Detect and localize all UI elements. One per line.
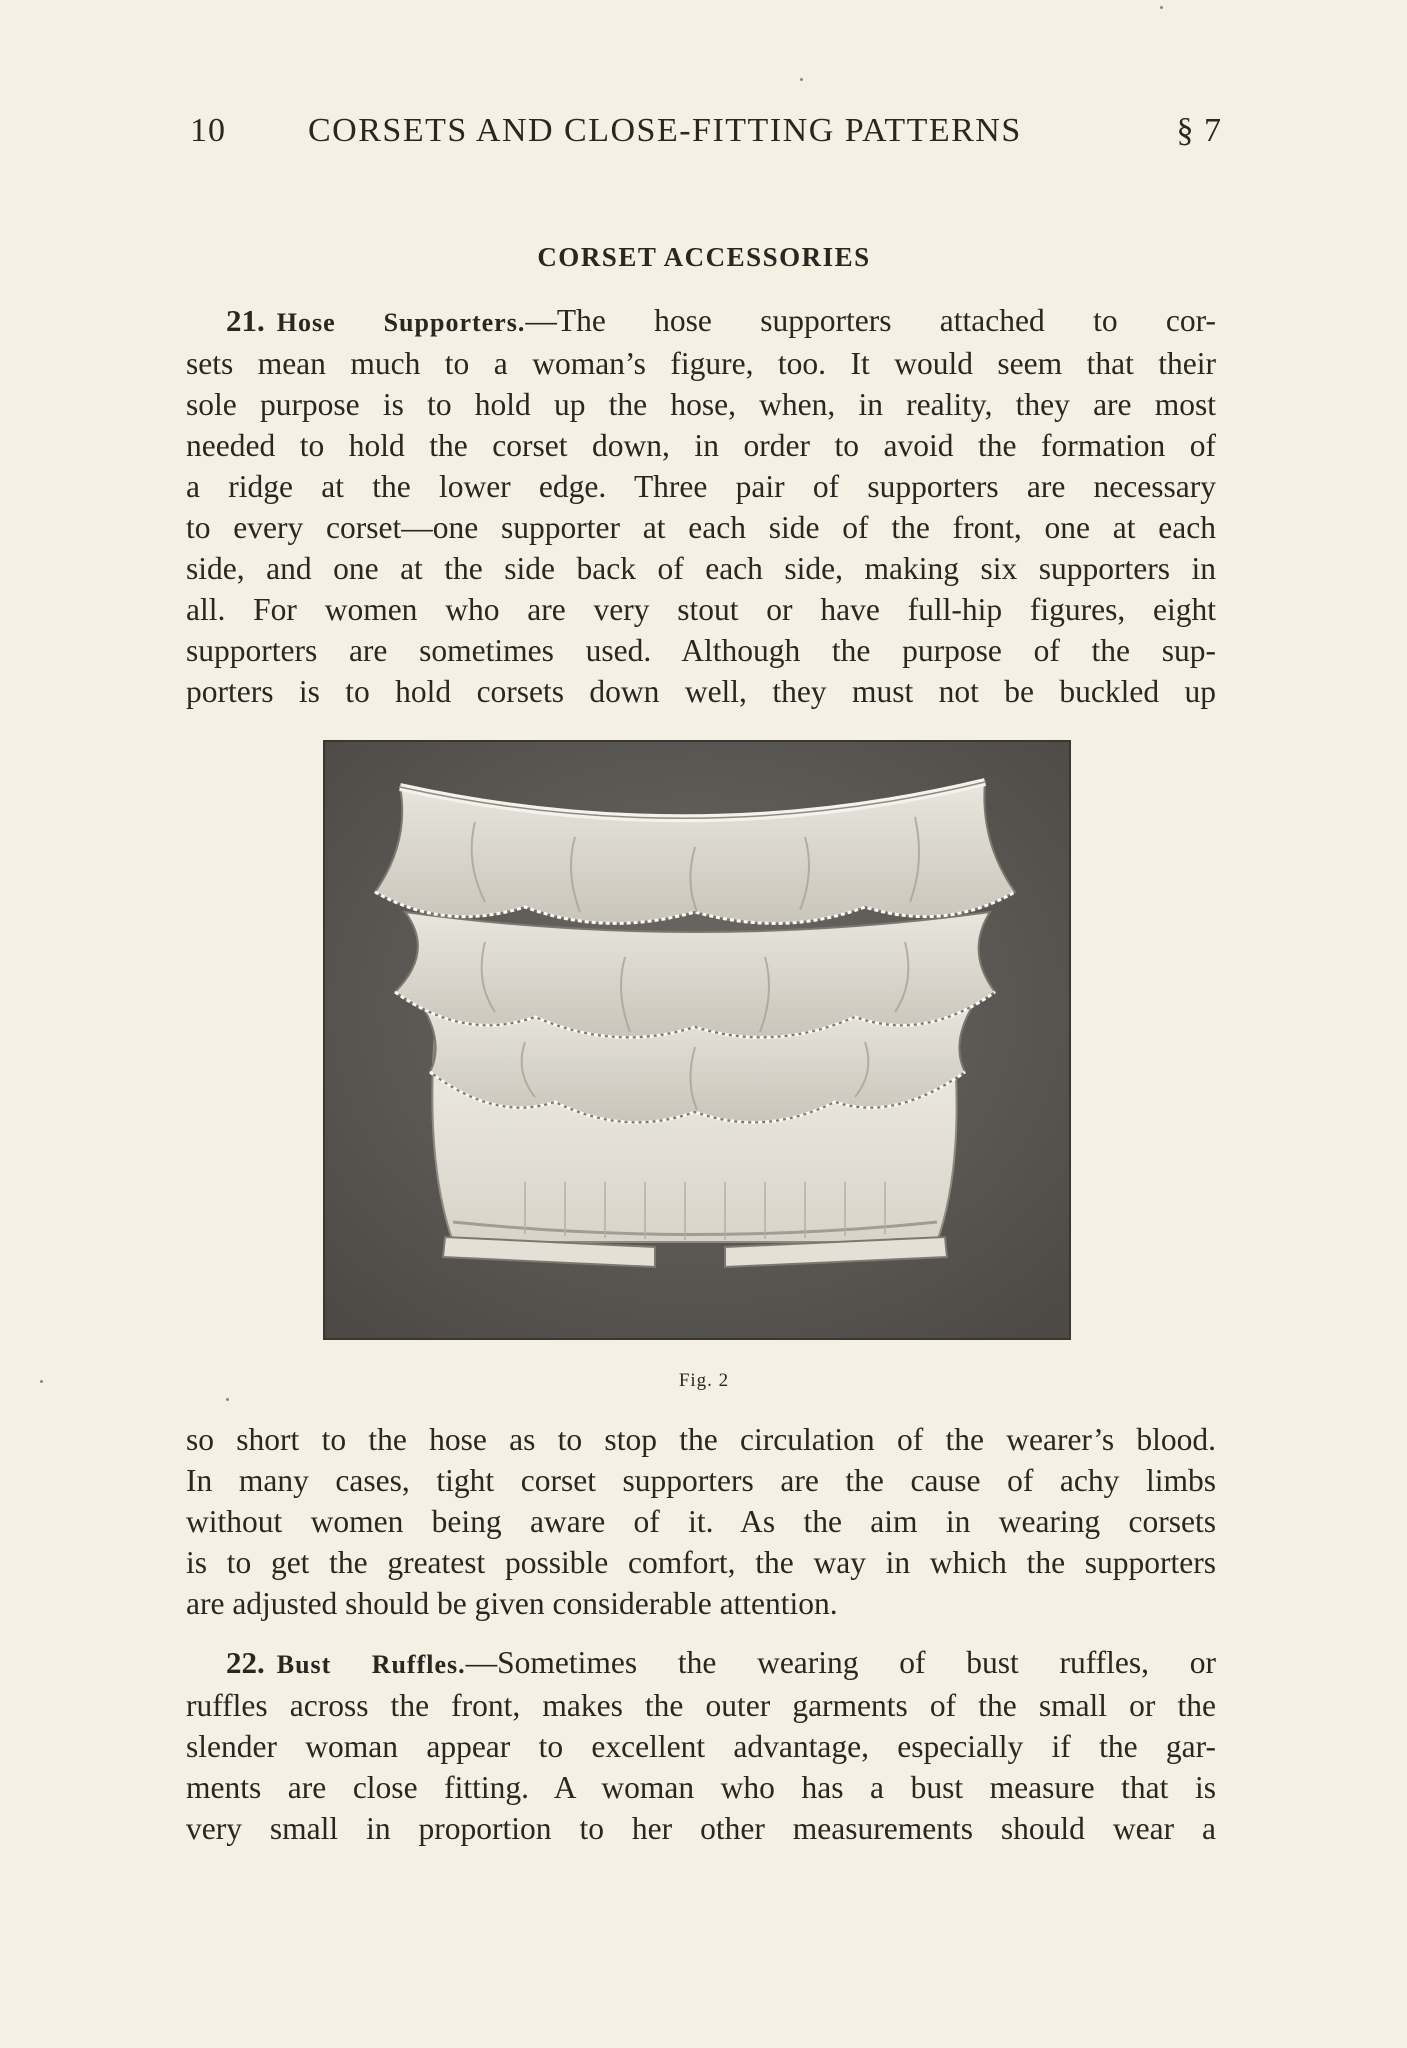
paragraph-line: needed to hold the corset down, in order to avoid the formation of <box>186 428 1216 463</box>
paragraph-line: In many cases, tight corset supporters are the cause of achy limbs <box>186 1463 1216 1498</box>
paragraph-21 <box>186 300 1216 712</box>
paragraph-line: a ridge at the lower edge. Three pair of supporters are necessary <box>186 469 1216 504</box>
paragraph-line: very small in proportion to her other measurements should wear a <box>186 1811 1216 1846</box>
paper-speck <box>226 1398 229 1401</box>
paragraph-line: ments are close fitting. A woman who has a bust measure that is <box>186 1770 1216 1805</box>
figure-caption: Fig. 2 <box>678 1370 730 1391</box>
page-number: 10 <box>190 112 226 149</box>
paper-speck <box>40 1380 43 1383</box>
paragraph-line: supporters are sometimes used. Although the purpose of the sup- <box>186 633 1216 668</box>
paragraph-number: 21. <box>226 303 265 338</box>
paragraph-line: ruffles across the front, makes the outer garments of the small or the <box>186 1688 1216 1723</box>
paragraph-line: so short to the hose as to stop the circulation of the wearer’s blood. <box>186 1422 1216 1457</box>
paragraph-term: Hose Supporters. <box>276 308 526 337</box>
paragraph-21-continuation <box>186 1419 1216 1624</box>
section-mark: § 7 <box>1176 112 1222 149</box>
running-title: CORSETS AND CLOSE-FITTING PATTERNS <box>308 112 1022 149</box>
paragraph-line: without women being aware of it. As the aim in wearing corsets <box>186 1504 1216 1539</box>
paragraph-line: porters is to hold corsets down well, they must not be buckled up <box>186 674 1216 709</box>
paragraph-text: —Sometimes the wearing of bust ruffles, or <box>465 1645 1216 1680</box>
paragraph-line: side, and one at the side back of each side, making six supporters in <box>186 551 1216 586</box>
paragraph-number: 22. <box>226 1645 265 1680</box>
section-heading: CORSET ACCESSORIES <box>537 242 871 272</box>
paragraph-22 <box>186 1642 1216 1849</box>
paragraph-line <box>186 300 1216 343</box>
paragraph-line: sets mean much to a woman’s figure, too. It would seem that their <box>186 346 1216 381</box>
paragraph-line: slender woman appear to excellent advantage, especially if the gar- <box>186 1729 1216 1764</box>
paragraph-line: sole purpose is to hold up the hose, when, in reality, they are most <box>186 387 1216 422</box>
paragraph-term: Bust Ruffles. <box>276 1650 466 1679</box>
paper-speck <box>1160 6 1163 9</box>
paragraph-line: are adjusted should be given considerable attention. <box>186 1586 838 1621</box>
paper-speck <box>800 78 803 81</box>
figure-illustration <box>323 740 1071 1340</box>
bust-ruffle-illustration <box>325 742 1069 1338</box>
paragraph-line: is to get the greatest possible comfort, the way in which the supporters <box>186 1545 1216 1580</box>
paragraph-text: —The hose supporters attached to cor- <box>525 303 1217 338</box>
running-head <box>186 112 1222 156</box>
paragraph-line: all. For women who are very stout or have full-hip figures, eight <box>186 592 1216 627</box>
paragraph-line: to every corset—one supporter at each side of the front, one at each <box>186 510 1216 545</box>
paragraph-line <box>186 1642 1216 1685</box>
